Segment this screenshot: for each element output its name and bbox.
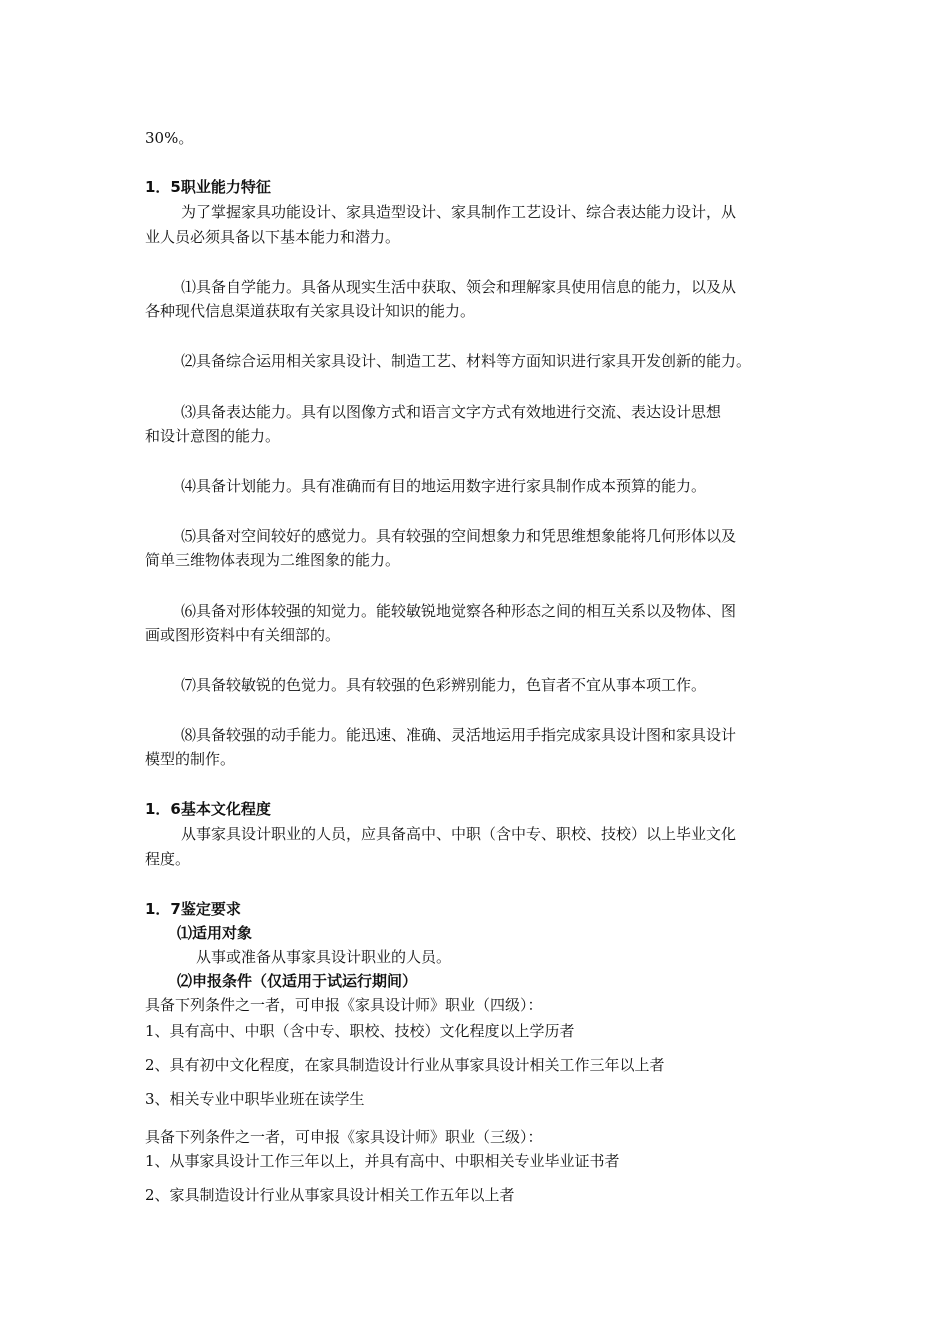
intro-text: 30%。	[145, 129, 194, 147]
ability-item-2: ⑵具备综合运用相关家具设计、制造工艺、材料等方面知识进行家具开发创新的能力。	[181, 352, 752, 370]
level3-condition-1: 1、从事家具设计工作三年以上，并具有高中、中职相关专业毕业证书者	[145, 1152, 620, 1170]
paragraph-line: 为了掌握家具功能设计、家具造型设计、家具制作工艺设计、综合表达能力设计，从	[181, 203, 737, 221]
ability-item-3-cont: 和设计意图的能力。	[145, 427, 281, 445]
ability-item-6: ⑹具备对形体较强的知觉力。能较敏锐地觉察各种形态之间的相互关系以及物体、图	[181, 602, 737, 620]
ability-item-4: ⑷具备计划能力。具有准确而有目的地运用数字进行家具制作成本预算的能力。	[181, 477, 707, 495]
section-heading-1-7: 1．7鉴定要求	[145, 900, 241, 918]
ability-item-8-cont: 模型的制作。	[145, 750, 236, 768]
ability-item-3: ⑶具备表达能力。具有以图像方式和语言文字方式有效地进行交流、表达设计思想	[181, 403, 722, 421]
ability-item-8: ⑻具备较强的动手能力。能迅速、准确、灵活地运用手指完成家具设计图和家具设计	[181, 726, 737, 744]
paragraph-line: 从事家具设计职业的人员，应具备高中、中职（含中专、职校、技校）以上毕业文化	[181, 825, 737, 843]
ability-item-1: ⑴具备自学能力。具备从现实生活中获取、领会和理解家具使用信息的能力，以及从	[181, 278, 737, 296]
paragraph-line: 业人员必须具备以下基本能力和潜力。	[145, 228, 401, 246]
ability-item-6-cont: 画或图形资料中有关细部的。	[145, 626, 341, 644]
subheading-applicable-objects: ⑴适用对象	[177, 924, 253, 942]
level3-condition-2: 2、家具制造设计行业从事家具设计相关工作五年以上者	[145, 1186, 515, 1204]
ability-item-1-cont: 各种现代信息渠道获取有关家具设计知识的能力。	[145, 302, 476, 320]
level4-condition-3: 3、相关专业中职毕业班在读学生	[145, 1090, 365, 1108]
section-heading-1-5: 1．5职业能力特征	[145, 178, 271, 196]
ability-item-5-cont: 简单三维物体表现为二维图象的能力。	[145, 551, 401, 569]
paragraph-line: 程度。	[145, 850, 191, 868]
ability-item-7: ⑺具备较敏锐的色觉力。具有较强的色彩辨别能力，色盲者不宜从事本项工作。	[181, 676, 707, 694]
paragraph-line: 从事或准备从事家具设计职业的人员。	[196, 948, 452, 966]
level3-lead: 具备下列条件之一者，可申报《家具设计师》职业（三级）：	[145, 1128, 543, 1146]
level4-condition-2: 2、具有初中文化程度，在家具制造设计行业从事家具设计相关工作三年以上者	[145, 1056, 665, 1074]
level4-lead: 具备下列条件之一者，可申报《家具设计师》职业（四级）：	[145, 996, 543, 1014]
level4-condition-1: 1、具有高中、中职（含中专、职校、技校）文化程度以上学历者	[145, 1022, 575, 1040]
subheading-application-conditions: ⑵申报条件（仅适用于试运行期间）	[177, 972, 418, 990]
ability-item-5: ⑸具备对空间较好的感觉力。具有较强的空间想象力和凭思维想象能将几何形体以及	[181, 527, 737, 545]
section-heading-1-6: 1．6基本文化程度	[145, 800, 271, 818]
